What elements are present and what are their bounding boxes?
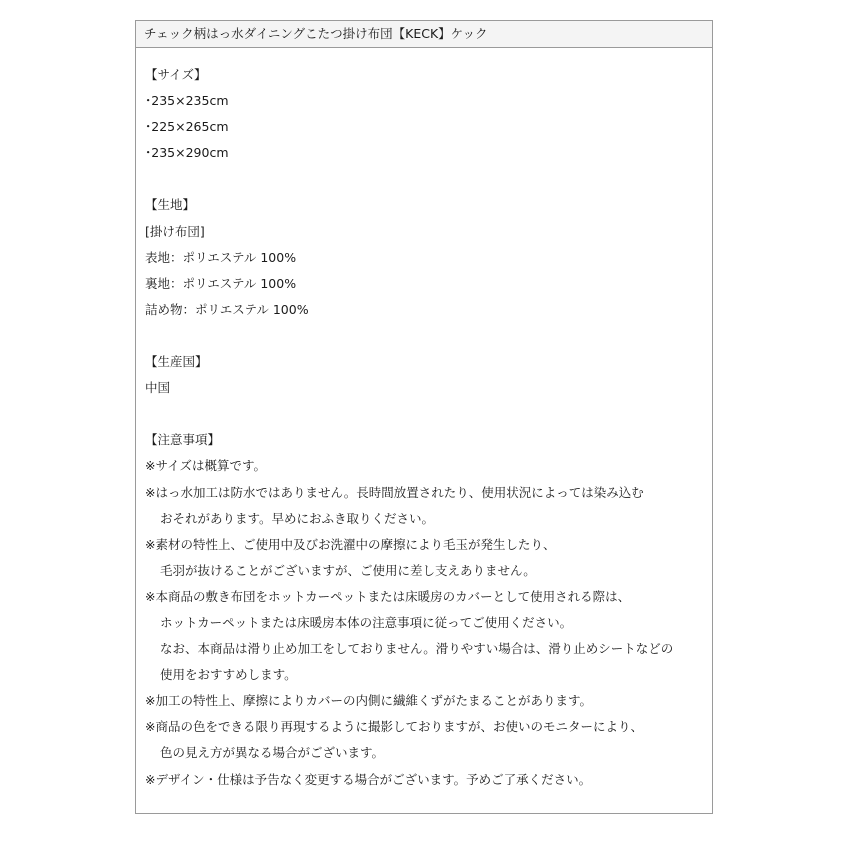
spacer	[145, 401, 712, 427]
product-info-panel	[135, 20, 713, 814]
note-line: ホットカーペットまたは床暖房本体の注意事項に従ってご使用ください。	[160, 614, 573, 630]
note-line: ※デザイン・仕様は予告なく変更する場合がございます。予めご了承ください。	[145, 771, 592, 787]
note-line: ※サイズは概算です。	[145, 458, 266, 474]
fabric-subheading: [掛け布団]	[145, 223, 205, 239]
size-heading: 【サイズ】	[145, 67, 207, 82]
note-line: 毛羽が抜けることがございますが、ご使用に差し支えありません。	[160, 562, 536, 578]
note-line: ※はっ水加工は防水ではありません。長時間放置されたり、使用状況によっては染み込む	[145, 484, 644, 500]
size-item: ･235×235cm	[145, 93, 229, 109]
spacer	[145, 323, 712, 349]
fabric-heading: 【生地】	[145, 197, 196, 213]
note-line: 使用をおすすめします。	[160, 667, 297, 683]
note-line: ※加工の特性上、摩擦によりカバーの内側に繊維くずがたまることがあります。	[145, 693, 592, 709]
fabric-line: 詰め物：ポリエステル 100%	[145, 301, 309, 317]
fabric-line: 裏地：ポリエステル 100%	[145, 275, 297, 291]
origin-heading: 【生産国】	[145, 354, 208, 370]
origin-value: 中国	[145, 380, 171, 396]
notes-heading: 【注意事項】	[145, 432, 221, 448]
panel-title: チェック柄はっ水ダイニングこたつ掛け布団【KECK】ケック	[136, 21, 712, 48]
spacer	[145, 166, 712, 192]
note-line: ※素材の特性上、ご使用中及びお洗濯中の摩擦により毛玉が発生したり、	[145, 536, 556, 552]
fabric-line: 表地：ポリエステル 100%	[145, 249, 297, 265]
note-line: 色の見え方が異なる場合がございます。	[160, 745, 385, 761]
note-line: ※商品の色をできる限り再現するように撮影しておりますが、お使いのモニターにより、	[145, 719, 643, 735]
size-item: ･235×290cm	[145, 145, 229, 161]
note-line: なお、本商品は滑り止め加工をしておりません。滑りやすい場合は、滑り止めシートなどの	[160, 641, 674, 657]
size-item: ･225×265cm	[145, 119, 229, 135]
note-line: ※本商品の敷き布団をホットカーペットまたは床暖房のカバーとして使用される際は、	[145, 588, 631, 604]
note-line: おそれがあります。早めにおふき取りください。	[160, 510, 435, 526]
panel-content	[136, 48, 712, 793]
